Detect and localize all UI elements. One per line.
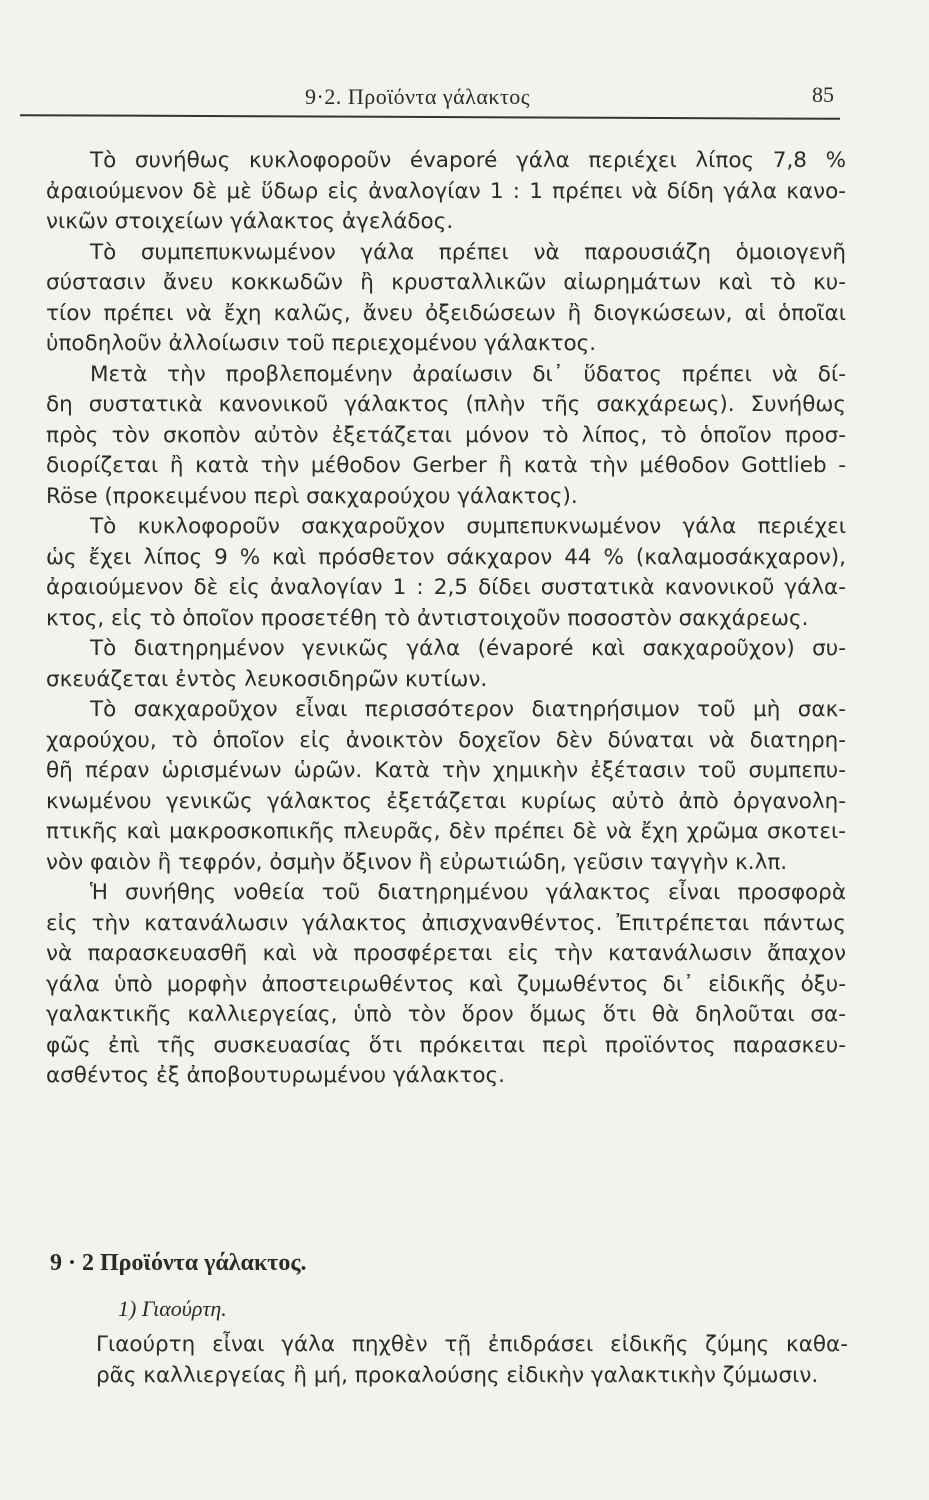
text-line: Τὸ διατηρημένον γενικῶς γάλα (évaporé καὶ σακχαροῦχον) συ- (90, 636, 846, 661)
text-line: σκευάζεται ἐντὸς λευκοσιδηρῶν κυτίων. (46, 666, 488, 692)
subsection-heading: 1) Γιαούρτη. (118, 1296, 227, 1321)
text-line: γαλακτικῆς καλλιεργείας, ὑπὸ τὸν ὅρον ὅμως ὅτι θὰ δηλοῦται σα- (46, 1002, 846, 1027)
text-line: γάλα ὑπὸ μορφὴν ἀποστειρωθέντος καὶ ζυμωθέντος δι᾽ εἰδικῆς ὀξυ- (46, 971, 846, 997)
text-line: νὸν φαιὸν ἢ τεφρόν, ὀσμὴν ὄξινον ἢ εὐρωτιώδη, γεῦσιν ταγγὴν κ.λπ. (46, 849, 788, 875)
text-line: θῆ πέραν ὡρισμένων ὡρῶν. Κατὰ τὴν χημικὴν ἐξέτασιν τοῦ συμπεπυ- (46, 758, 846, 783)
section-heading: 9 · 2 Προϊόντα γάλακτος. (50, 1250, 307, 1276)
text-line: πτικῆς καὶ μακροσκοπικῆς πλευρᾶς, δὲν πρέπει δὲ νὰ ἔχη χρῶμα σκοτει- (46, 819, 846, 844)
text-line: σύστασιν ἄνευ κοκκωδῶν ἢ κρυσταλλικῶν αἰωρημάτων καὶ τὸ κυ- (46, 270, 846, 295)
text-line: νὰ παρασκευασθῆ καὶ νὰ προσφέρεται εἰς τὴν κατανάλωσιν ἄπαχον (46, 941, 846, 966)
final-paragraph (96, 1330, 848, 1391)
text-line: ἀραιούμενον δὲ μὲ ὕδωρ εἰς ἀναλογίαν 1 : 1 πρέπει νὰ δίδη γάλα κανο- (46, 178, 846, 204)
text-line: Μετὰ τὴν προβλεπομένην ἀραίωσιν δι᾽ ὕδατος πρέπει νὰ δί- (90, 361, 846, 387)
text-line: Τὸ κυκλοφοροῦν σακχαροῦχον συμπεπυκνωμένον γάλα περιέχει (90, 514, 846, 539)
text-line: ἀραιούμενον δὲ εἰς ἀναλογίαν 1 : 2,5 δίδει συστατικὰ κανονικοῦ γάλα- (46, 575, 846, 600)
page-number: 85 (812, 82, 834, 107)
body-text (46, 146, 846, 1092)
text-line: Ἡ συνήθης νοθεία τοῦ διατηρημένου γάλακτος εἶναι προσφορὰ (90, 880, 846, 905)
text-line: ὑποδηλοῦν ἀλλοίωσιν τοῦ περιεχομένου γάλακτος. (46, 331, 597, 356)
text-line: Γιαούρτη εἶναι γάλα πηχθὲν τῇ ἐπιδράσει εἰδικῆς ζύμης καθα- (96, 1332, 848, 1357)
text-line: ὡς ἔχει λίπος 9 % καὶ πρόσθετον σάκχαρον 44 % (καλαμοσάκχαρον), (46, 544, 846, 570)
text-line: τίον πρέπει νὰ ἔχη καλῶς, ἄνευ ὀξειδώσεων ἢ διογκώσεων, αἱ ὁποῖαι (46, 300, 846, 326)
text-line: κνωμένου γενικῶς γάλακτος ἐξετάζεται κυρίως αὐτὸ ἀπὸ ὀργανολη- (46, 788, 846, 814)
text-line: Τὸ σακχαροῦχον εἶναι περισσότερον διατηρήσιμον τοῦ μὴ σακ- (90, 697, 846, 722)
text-line: διορίζεται ἢ κατὰ τὴν μέθοδον Gerber ἢ κατὰ τὴν μέθοδον Gottlieb - (46, 453, 846, 478)
text-line: νικῶν στοιχείων γάλακτος ἀγελάδος. (46, 209, 454, 234)
text-line: δη συστατικὰ κανονικοῦ γάλακτος (πλὴν τῆς σακχάρεως). Συνήθως (46, 392, 846, 417)
text-line: ασθέντος ἐξ ἀποβουτυρωμένου γάλακτος. (46, 1063, 505, 1088)
header-rule (20, 114, 840, 120)
text-line: χαρούχου, τὸ ὁποῖον εἰς ἀνοικτὸν δοχεῖον δὲν δύναται νὰ διατηρη- (46, 727, 846, 753)
text-line: Τὸ συμπεπυκνωμένον γάλα πρέπει νὰ παρουσιάζη ὁμοιογενῆ (90, 239, 846, 265)
text-line: ρᾶς καλλιεργείας ἢ μή, προκαλούσης εἰδικὴν γαλακτικὴν ζύμωσιν. (96, 1362, 819, 1388)
running-head: 9·2. Προϊόντα γάλακτος (305, 84, 531, 109)
text-line: εἰς τὴν κατανάλωσιν γάλακτος ἀπισχνανθέντος. Ἐπιτρέπεται πάντως (46, 910, 846, 936)
text-line: φῶς ἐπὶ τῆς συσκευασίας ὅτι πρόκειται περὶ προϊόντος παρασκευ- (46, 1032, 846, 1058)
text-line: Röse (προκειμένου περὶ σακχαρούχου γάλακτος). (46, 483, 578, 509)
text-line: Τὸ συνήθως κυκλοφοροῦν évaporé γάλα περιέχει λίπος 7,8 % (90, 148, 846, 173)
text-line: κτος, εἰς τὸ ὁποῖον προσετέθη τὸ ἀντιστοιχοῦν ποσοστὸν σακχάρεως. (46, 605, 809, 631)
text-line: πρὸς τὸν σκοπὸν αὐτὸν ἐξετάζεται μόνον τὸ λίπος, τὸ ὁποῖον προσ- (46, 422, 846, 448)
